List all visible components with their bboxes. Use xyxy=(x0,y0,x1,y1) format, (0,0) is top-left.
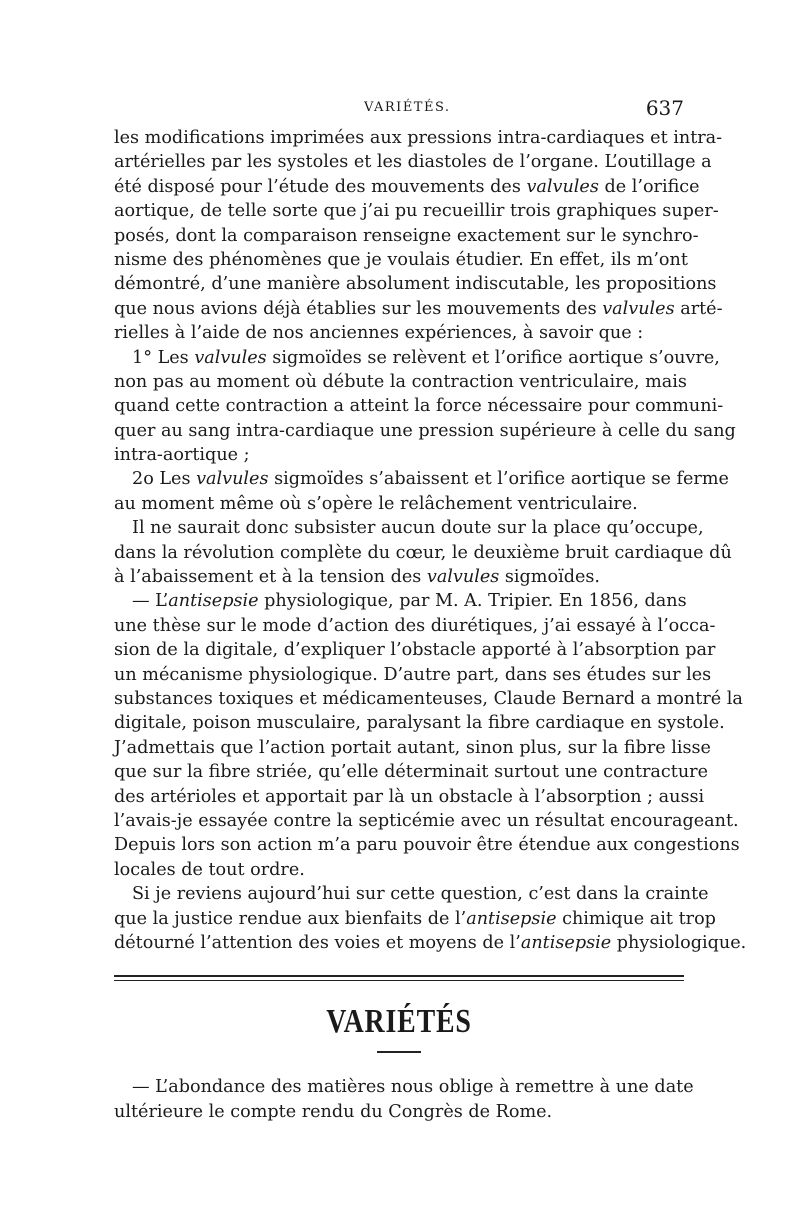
text-run: Depuis lors son action m’a paru pouvoir être étendue aux congestions xyxy=(114,835,740,856)
text-line xyxy=(114,370,687,394)
text-run: que nous avions déjà établies sur les mouvements des xyxy=(114,298,603,319)
text-line xyxy=(114,687,743,711)
running-title: VARIÉTÉS. xyxy=(364,100,451,115)
section-line: ultérieure le compte rendu du Congrès de Rome. xyxy=(114,1101,553,1122)
text-line xyxy=(114,419,736,443)
italic-term: valvules xyxy=(526,176,599,197)
text-line xyxy=(114,394,724,418)
text-line xyxy=(114,614,716,638)
text-line xyxy=(114,736,711,760)
text-line xyxy=(114,516,704,540)
text-line xyxy=(114,443,684,467)
text-line xyxy=(114,711,725,735)
text-run: l’avais-je essayée contre la septicémie avec un résultat encourageant. xyxy=(114,810,739,831)
text-line xyxy=(114,663,712,687)
section-title: VARIÉTÉS xyxy=(326,1003,472,1041)
text-line xyxy=(114,541,732,565)
text-line xyxy=(114,297,723,321)
text-line xyxy=(114,248,688,272)
text-run: démontré, d’une manière absolument indiscutable, les propositions xyxy=(114,274,717,295)
text-run: dans la révolution complète du cœur, le deuxième bruit cardiaque dû xyxy=(114,542,732,563)
text-run: sion de la digitale, d’expliquer l’obstacle apporté à l’absorption par xyxy=(114,640,716,661)
text-run: substances toxiques et médicamenteuses, Claude Bernard a montré la xyxy=(114,688,743,709)
text-run: digitale, poison musculaire, paralysant la fibre cardiaque en systole. xyxy=(114,713,725,734)
text-run: Si je reviens aujourd’hui sur cette question, c’est dans la crainte xyxy=(132,884,709,905)
text-line xyxy=(114,492,684,516)
text-run: Il ne saurait donc subsister aucun doute sur la place qu’occupe, xyxy=(132,518,704,539)
text-run: quand cette contraction a atteint la force nécessaire pour communi- xyxy=(114,396,724,417)
article-body xyxy=(114,126,747,955)
section-divider xyxy=(114,975,684,981)
text-line xyxy=(114,882,709,906)
text-line xyxy=(114,760,708,784)
italic-term: valvules xyxy=(426,567,500,588)
section-body xyxy=(114,1075,694,1124)
text-run: rielles à l’aide de nos anciennes expériences, à savoir que : xyxy=(114,323,644,344)
italic-term: valvules xyxy=(194,347,267,368)
double-rule xyxy=(114,975,684,981)
text-line xyxy=(114,931,747,955)
text-line xyxy=(114,346,720,370)
text-run: un mécanisme physiologique. D’autre part, dans ses études sur les xyxy=(114,664,712,685)
text-run: de l’orifice xyxy=(598,176,700,197)
section-line: — L’abondance des matières nous oblige à remettre à une date xyxy=(132,1077,694,1098)
text-line xyxy=(114,589,687,613)
text-line xyxy=(114,467,729,491)
text-run: sigmoïdes s’abaissent et l’orifice aortique se ferme xyxy=(268,469,729,490)
text-run: locales de tout ordre. xyxy=(114,859,305,880)
text-run: physiologique. xyxy=(611,932,747,953)
text-line xyxy=(114,785,705,809)
text-run: non pas au moment où débute la contraction ventriculaire, mais xyxy=(114,371,687,392)
text-run: J’admettais que l’action portait autant, sinon plus, sur la fibre lisse xyxy=(114,737,711,758)
text-run: à l’abaissement et à la tension des xyxy=(114,567,427,588)
text-run: des artérioles et apportait par là un obstacle à l’absorption ; aussi xyxy=(114,786,705,807)
text-run: — L’ xyxy=(132,591,169,612)
text-run: chimique ait trop xyxy=(556,908,716,929)
text-line xyxy=(114,638,716,662)
text-run: quer au sang intra-cardiaque une pression supérieure à celle du sang xyxy=(114,420,736,441)
text-run: arté- xyxy=(674,298,723,319)
text-line xyxy=(114,907,716,931)
italic-term: valvules xyxy=(196,469,269,490)
italic-term: antisepsie xyxy=(168,591,259,612)
text-line xyxy=(114,199,719,223)
text-run: que la justice rendue aux bienfaits de l’ xyxy=(114,908,467,929)
text-run: sigmoïdes se relèvent et l’orifice aortique s’ouvre, xyxy=(266,347,720,368)
text-run: artérielles par les systoles et les diastoles de l’organe. L’outillage a xyxy=(114,152,712,173)
page-number: 637 xyxy=(645,96,684,120)
text-run: que sur la fibre striée, qu’elle déterminait surtout une contracture xyxy=(114,762,708,783)
italic-term: antisepsie xyxy=(466,908,557,929)
text-line xyxy=(114,565,684,589)
text-run: les modifications imprimées aux pressions intra-cardiaques et intra- xyxy=(114,128,723,148)
text-run: 1° Les xyxy=(132,347,195,368)
text-run: au moment même où s’opère le relâchement ventriculaire. xyxy=(114,493,638,514)
text-line xyxy=(114,858,684,882)
text-run: aortique, de telle sorte que j’ai pu recueillir trois graphiques super- xyxy=(114,201,719,222)
italic-term: antisepsie xyxy=(520,932,612,953)
text-run: nisme des phénomènes que je voulais étudier. En effet, ils m’ont xyxy=(114,249,688,270)
text-run: été disposé pour l’étude des mouvements des xyxy=(114,176,527,197)
text-line xyxy=(114,321,684,345)
italic-term: valvules xyxy=(602,298,675,319)
text-run: détourné l’attention des voies et moyens de l’ xyxy=(114,932,521,953)
page xyxy=(114,96,747,1124)
text-line xyxy=(114,175,700,199)
running-head xyxy=(114,96,684,124)
text-line xyxy=(114,833,740,857)
text-line xyxy=(114,272,717,296)
text-line xyxy=(114,150,712,174)
title-rule xyxy=(377,1051,421,1053)
text-line xyxy=(114,809,739,833)
text-run: physiologique, par M. A. Tripier. En 1856, dans xyxy=(258,591,687,612)
text-run: 2o Les xyxy=(132,469,197,490)
text-run: posés, dont la comparaison renseigne exactement sur le synchro- xyxy=(114,225,699,246)
text-run: sigmoïdes. xyxy=(499,567,600,588)
text-run: intra-aortique ; xyxy=(114,445,250,466)
text-line xyxy=(114,126,723,150)
text-line xyxy=(114,224,699,248)
text-run: une thèse sur le mode d’action des diurétiques, j’ai essayé à l’occa- xyxy=(114,615,716,636)
